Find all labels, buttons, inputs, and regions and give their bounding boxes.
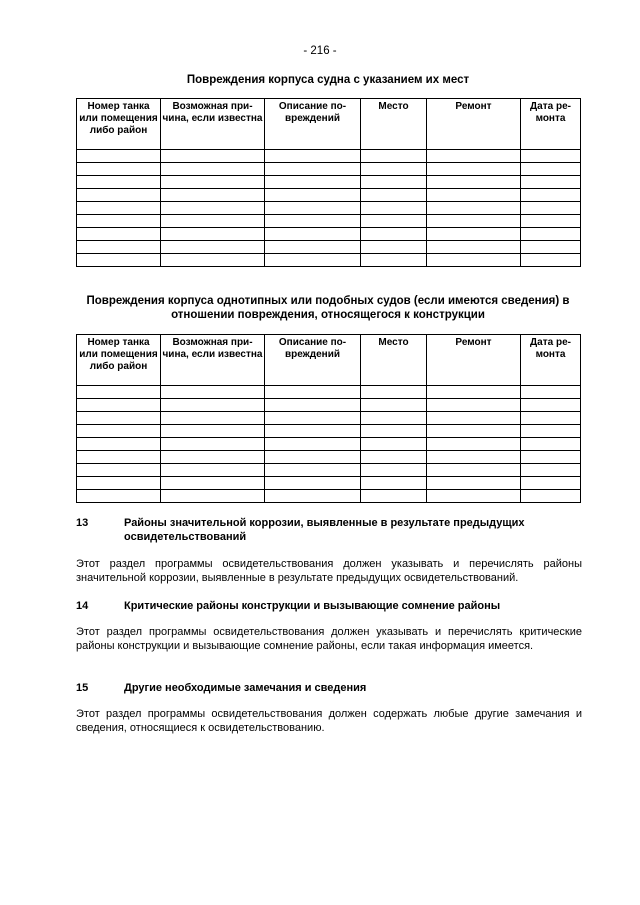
- table-row: [77, 163, 581, 176]
- table-row: [77, 241, 581, 254]
- section-number: 15: [76, 682, 89, 694]
- col-header-location: Место: [361, 335, 427, 386]
- table-header-row: [77, 335, 581, 386]
- col-header-location: Место: [361, 99, 427, 150]
- table-row: [77, 386, 581, 399]
- table-row: [77, 202, 581, 215]
- section-15-heading: [76, 681, 580, 695]
- section-number: 14: [76, 600, 89, 612]
- table-row: [77, 150, 581, 163]
- similar-ships-damage-table: [76, 334, 581, 503]
- table-row: [77, 215, 581, 228]
- table-row: [77, 425, 581, 438]
- section-number: 13: [76, 517, 89, 529]
- table-row: [77, 399, 581, 412]
- col-header-cause: Возможная причина, если известна: [161, 335, 265, 386]
- col-header-description: Описание повреждений: [265, 335, 361, 386]
- section-14-text: Этот раздел программы освидетельствования должен указывать и перечислять критические районы конструкции и вызывающие сомнение районы, если такая информация имеется.: [76, 626, 582, 652]
- table-row: [77, 176, 581, 189]
- table1-title: Повреждения корпуса судна с указанием их мест: [186, 74, 470, 86]
- col-header-tank: Номер танка или помещения либо район: [77, 335, 161, 386]
- page-number: - 216 -: [303, 45, 337, 57]
- section-13-text: Этот раздел программы освидетельствования должен указывать и перечислять районы значительной коррозии, выявленные в результате предыдущих освидетельствований.: [76, 558, 582, 584]
- section-title: Критические районы конструкции и вызывающие сомнение районы: [124, 600, 501, 612]
- col-header-cause: Возможная причина, если известна: [161, 99, 265, 150]
- col-header-tank: Номер танка или помещения либо район: [77, 99, 161, 150]
- table-row: [77, 477, 581, 490]
- table-row: [77, 490, 581, 503]
- section-14-heading: [76, 599, 580, 613]
- table-row: [77, 254, 581, 267]
- table-row: [77, 464, 581, 477]
- section-13-heading: [76, 516, 580, 544]
- table-header-row: [77, 99, 581, 150]
- table-row: [77, 189, 581, 202]
- col-header-repair-date: Дата ремонта: [521, 99, 581, 150]
- section-title: Другие необходимые замечания и сведения: [124, 682, 367, 694]
- col-header-repair: Ремонт: [427, 99, 521, 150]
- section-title: Районы значительной коррозии, выявленные в результате предыдущих освидетельствований: [124, 517, 525, 543]
- table-row: [77, 412, 581, 425]
- section-15-text: Этот раздел программы освидетельствования должен содержать любые другие замечания и сведения, относящиеся к освидетельствованию.: [76, 708, 582, 734]
- table2-title: Повреждения корпуса однотипных или подобных судов (если имеются сведения) в отношении повреждения, относящегося к конструкции: [86, 295, 570, 321]
- col-header-description: Описание повреждений: [265, 99, 361, 150]
- hull-damage-table: [76, 98, 581, 267]
- table-row: [77, 228, 581, 241]
- col-header-repair: Ремонт: [427, 335, 521, 386]
- table-row: [77, 438, 581, 451]
- table-row: [77, 451, 581, 464]
- col-header-repair-date: Дата ремонта: [521, 335, 581, 386]
